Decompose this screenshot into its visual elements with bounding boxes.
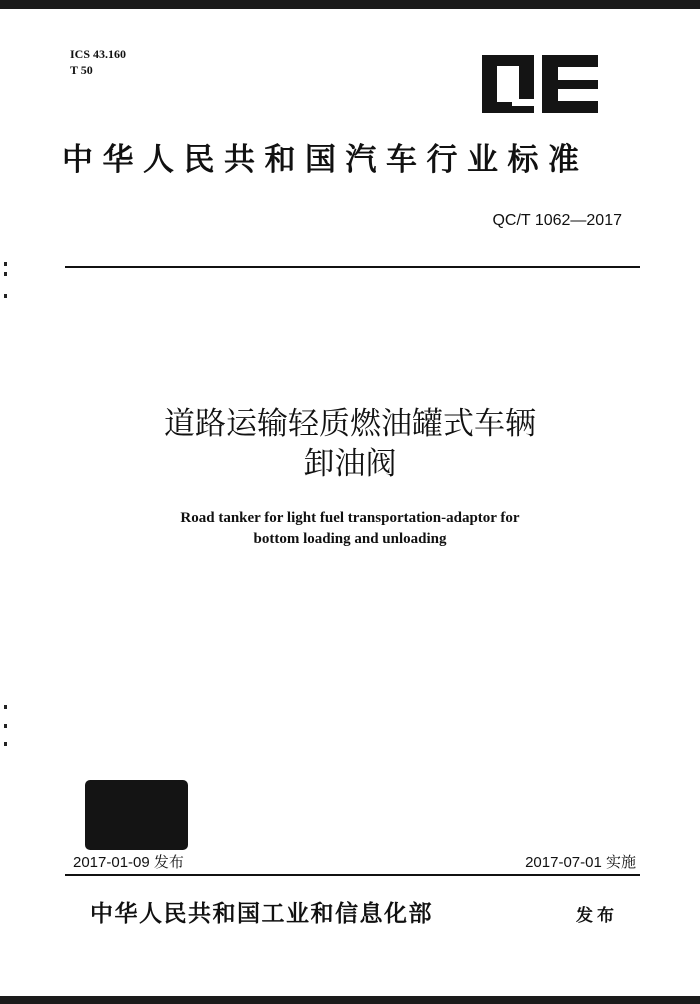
issue-date: 2017-01-09 发布 [73,854,184,871]
implementation-date: 2017-07-01 实施 [525,854,636,871]
scan-speck [4,272,7,276]
publish-label: 发布 [576,906,618,926]
scan-bottom-border [0,996,700,1004]
footer-divider [65,874,640,876]
qc-logo [482,55,598,113]
chinese-title-line-1: 道路运输轻质燃油罐式车辆 [164,406,536,442]
english-title-line-2: bottom loading and unloading [253,531,447,547]
chinese-title-line-2: 卸油阀 [303,446,397,482]
ics-code: ICS 43.160 [70,47,127,61]
scan-speck [4,262,7,266]
publisher-name: 中华人民共和国工业和信息化部 [90,900,433,927]
standard-number: QC/T 1062—2017 [492,212,622,229]
scan-speck [4,742,7,746]
english-title-line-1: Road tanker for light fuel transportation-adaptor for [180,510,520,526]
industry-standard-heading: 中华人民共和国汽车行业标准 [62,142,589,178]
scan-speck [4,724,7,728]
classification-block [70,46,126,78]
chinese-title [0,404,700,484]
scan-speck [4,294,7,298]
header-divider [65,266,640,268]
scan-speck [4,705,7,709]
category-code: T 50 [70,63,93,77]
english-title [0,508,700,550]
scan-top-border [0,0,700,9]
qc-logo-mark [482,55,598,113]
redaction-block [85,780,188,850]
